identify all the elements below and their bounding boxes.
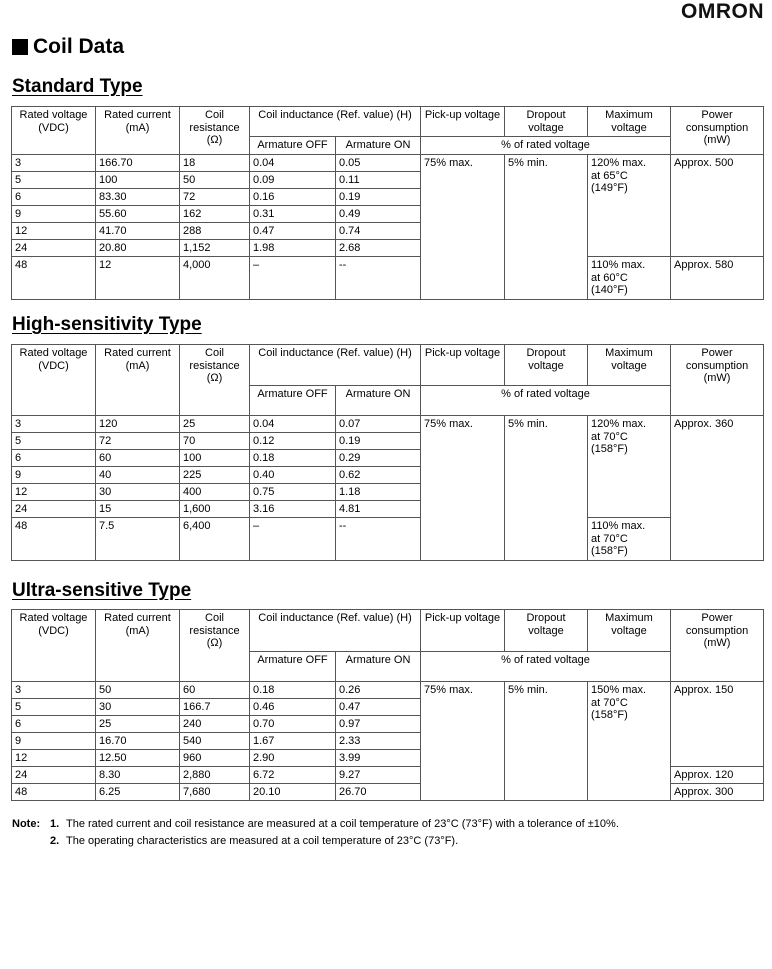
cell-armature-off: 0.40 <box>250 467 336 484</box>
page-title-text: Coil Data <box>33 35 125 58</box>
cell-current: 60 <box>96 450 180 467</box>
cell-resistance: 72 <box>180 189 250 206</box>
cell-pickup: 75% max. <box>421 416 505 561</box>
cell-armature-on: 0.47 <box>336 699 421 716</box>
cell-current: 50 <box>96 682 180 699</box>
cell-armature-off: 0.16 <box>250 189 336 206</box>
header-maximum-voltage: Maximum voltage <box>588 107 671 137</box>
cell-voltage: 12 <box>12 750 96 767</box>
cell-power: Approx. 360 <box>671 416 764 561</box>
header-armature-on: Armature ON <box>336 137 421 155</box>
note-number: 1. <box>50 818 60 830</box>
header-coil-inductance: Coil inductance (Ref. value) (H) <box>250 107 421 137</box>
cell-armature-off: 0.09 <box>250 172 336 189</box>
header-power-consumption: Power consumption (mW) <box>671 345 764 386</box>
header-rated-current: Rated current (mA) <box>96 345 180 386</box>
cell-armature-off: 0.04 <box>250 155 336 172</box>
cell-armature-on: 0.11 <box>336 172 421 189</box>
header-dropout-voltage: Dropout voltage <box>505 345 588 386</box>
cell-max-voltage: 120% max. at 70°C (158°F) <box>588 416 671 518</box>
cell-voltage: 48 <box>12 257 96 300</box>
cell-pickup: 75% max. <box>421 682 505 801</box>
cell-current: 16.70 <box>96 733 180 750</box>
section-heading-high-sensitivity: High-sensitivity Type <box>12 314 202 335</box>
header-coil-inductance: Coil inductance (Ref. value) (H) <box>250 345 421 386</box>
cell-armature-off: 2.90 <box>250 750 336 767</box>
cell-dropout: 5% min. <box>505 682 588 801</box>
header-rated-voltage: Rated voltage (VDC) <box>12 107 96 155</box>
cell-current: 30 <box>96 699 180 716</box>
cell-voltage: 3 <box>12 155 96 172</box>
header-power-consumption: Power consumption (mW) <box>671 610 764 652</box>
cell-resistance: 1,600 <box>180 501 250 518</box>
notes <box>12 816 619 850</box>
cell-voltage: 9 <box>12 206 96 223</box>
cell-max-voltage: 110% max. at 60°C (140°F) <box>588 257 671 300</box>
cell-voltage: 6 <box>12 450 96 467</box>
header-pickup-voltage: Pick-up voltage <box>421 610 505 652</box>
cell-current: 72 <box>96 433 180 450</box>
header-maximum-voltage: Maximum voltage <box>588 610 671 652</box>
cell-armature-off: 0.18 <box>250 682 336 699</box>
cell-current: 83.30 <box>96 189 180 206</box>
header-spacer <box>12 386 96 416</box>
note-item <box>12 816 619 833</box>
cell-voltage: 3 <box>12 416 96 433</box>
note-text: The rated current and coil resistance are measured at a coil temperature of 23°C (73°F) with a tolerance of ±10%. <box>66 818 619 830</box>
header-rated-voltage: Rated voltage (VDC) <box>12 345 96 386</box>
header-spacer <box>671 652 764 682</box>
cell-armature-on: 4.81 <box>336 501 421 518</box>
cell-armature-off: 0.47 <box>250 223 336 240</box>
standard-type-table <box>11 106 764 300</box>
cell-resistance: 225 <box>180 467 250 484</box>
note-item <box>12 833 619 850</box>
header-spacer <box>180 386 250 416</box>
cell-voltage: 5 <box>12 172 96 189</box>
cell-max-voltage: 120% max. at 65°C (149°F) <box>588 155 671 257</box>
header-coil-resistance: Coil resistance (Ω) <box>180 107 250 155</box>
note-label: Note: <box>12 818 41 830</box>
omron-logo: OMRON <box>681 0 764 23</box>
section-heading-standard: Standard Type <box>12 76 143 97</box>
cell-current: 40 <box>96 467 180 484</box>
cell-armature-on: 26.70 <box>336 784 421 801</box>
header-armature-off: Armature OFF <box>250 386 336 416</box>
cell-resistance: 540 <box>180 733 250 750</box>
cell-voltage: 6 <box>12 716 96 733</box>
cell-armature-on: -- <box>336 518 421 561</box>
cell-resistance: 7,680 <box>180 784 250 801</box>
header-rated-current: Rated current (mA) <box>96 107 180 155</box>
header-armature-off: Armature OFF <box>250 652 336 682</box>
cell-voltage: 5 <box>12 699 96 716</box>
cell-max-voltage: 150% max. at 70°C (158°F) <box>588 682 671 801</box>
header-armature-on: Armature ON <box>336 652 421 682</box>
cell-power: Approx. 150 <box>671 682 764 767</box>
header-spacer <box>671 386 764 416</box>
cell-current: 25 <box>96 716 180 733</box>
header-percent-rated: % of rated voltage <box>421 386 671 416</box>
cell-voltage: 12 <box>12 223 96 240</box>
cell-resistance: 6,400 <box>180 518 250 561</box>
note-text: The operating characteristics are measured at a coil temperature of 23°C (73°F). <box>66 835 459 847</box>
cell-voltage: 5 <box>12 433 96 450</box>
cell-armature-on: 0.74 <box>336 223 421 240</box>
cell-resistance: 50 <box>180 172 250 189</box>
section-heading-ultra-sensitive: Ultra-sensitive Type <box>12 580 192 601</box>
cell-voltage: 3 <box>12 682 96 699</box>
cell-voltage: 12 <box>12 484 96 501</box>
cell-dropout: 5% min. <box>505 155 588 300</box>
cell-armature-on: 3.99 <box>336 750 421 767</box>
cell-armature-off: 0.12 <box>250 433 336 450</box>
cell-current: 30 <box>96 484 180 501</box>
cell-armature-on: 0.07 <box>336 416 421 433</box>
header-percent-rated: % of rated voltage <box>421 652 671 682</box>
cell-armature-off: 0.04 <box>250 416 336 433</box>
cell-armature-off: 1.98 <box>250 240 336 257</box>
cell-resistance: 288 <box>180 223 250 240</box>
header-coil-resistance: Coil resistance (Ω) <box>180 345 250 386</box>
cell-voltage: 24 <box>12 501 96 518</box>
cell-resistance: 100 <box>180 450 250 467</box>
cell-resistance: 4,000 <box>180 257 250 300</box>
cell-voltage: 24 <box>12 767 96 784</box>
cell-armature-on: 9.27 <box>336 767 421 784</box>
cell-armature-on: -- <box>336 257 421 300</box>
cell-current: 6.25 <box>96 784 180 801</box>
header-pickup-voltage: Pick-up voltage <box>421 345 505 386</box>
header-spacer <box>96 386 180 416</box>
cell-current: 120 <box>96 416 180 433</box>
cell-armature-off: 0.75 <box>250 484 336 501</box>
cell-armature-on: 0.19 <box>336 189 421 206</box>
cell-current: 12 <box>96 257 180 300</box>
cell-voltage: 48 <box>12 518 96 561</box>
cell-armature-off: 0.70 <box>250 716 336 733</box>
header-armature-on: Armature ON <box>336 386 421 416</box>
cell-resistance: 70 <box>180 433 250 450</box>
high-sensitivity-table <box>11 344 764 561</box>
header-power-consumption: Power consumption (mW) <box>671 107 764 155</box>
header-maximum-voltage: Maximum voltage <box>588 345 671 386</box>
cell-armature-off: 1.67 <box>250 733 336 750</box>
cell-current: 8.30 <box>96 767 180 784</box>
cell-armature-on: 0.05 <box>336 155 421 172</box>
cell-armature-on: 0.49 <box>336 206 421 223</box>
cell-armature-on: 1.18 <box>336 484 421 501</box>
header-spacer <box>12 652 96 682</box>
cell-power: Approx. 120 <box>671 767 764 784</box>
cell-armature-on: 0.97 <box>336 716 421 733</box>
cell-max-voltage: 110% max. at 70°C (158°F) <box>588 518 671 561</box>
cell-armature-on: 0.29 <box>336 450 421 467</box>
cell-resistance: 1,152 <box>180 240 250 257</box>
cell-armature-off: 0.46 <box>250 699 336 716</box>
cell-power: Approx. 580 <box>671 257 764 300</box>
cell-current: 20.80 <box>96 240 180 257</box>
cell-voltage: 48 <box>12 784 96 801</box>
cell-voltage: 6 <box>12 189 96 206</box>
header-armature-off: Armature OFF <box>250 137 336 155</box>
cell-armature-off: – <box>250 257 336 300</box>
cell-armature-off: – <box>250 518 336 561</box>
note-indent <box>12 833 50 850</box>
ultra-sensitive-table <box>11 609 764 801</box>
cell-current: 7.5 <box>96 518 180 561</box>
cell-power: Approx. 500 <box>671 155 764 257</box>
header-pickup-voltage: Pick-up voltage <box>421 107 505 137</box>
cell-armature-on: 2.68 <box>336 240 421 257</box>
cell-armature-on: 0.62 <box>336 467 421 484</box>
header-rated-current: Rated current (mA) <box>96 610 180 652</box>
cell-current: 55.60 <box>96 206 180 223</box>
cell-current: 166.70 <box>96 155 180 172</box>
cell-voltage: 9 <box>12 733 96 750</box>
header-coil-inductance: Coil inductance (Ref. value) (H) <box>250 610 421 652</box>
cell-resistance: 25 <box>180 416 250 433</box>
cell-resistance: 240 <box>180 716 250 733</box>
cell-resistance: 60 <box>180 682 250 699</box>
square-bullet-icon <box>12 39 28 55</box>
cell-armature-off: 6.72 <box>250 767 336 784</box>
cell-voltage: 24 <box>12 240 96 257</box>
cell-dropout: 5% min. <box>505 416 588 561</box>
cell-pickup: 75% max. <box>421 155 505 300</box>
cell-resistance: 162 <box>180 206 250 223</box>
cell-armature-off: 20.10 <box>250 784 336 801</box>
cell-power: Approx. 300 <box>671 784 764 801</box>
header-rated-voltage: Rated voltage (VDC) <box>12 610 96 652</box>
page-title <box>12 35 124 59</box>
cell-resistance: 400 <box>180 484 250 501</box>
cell-armature-on: 0.26 <box>336 682 421 699</box>
cell-current: 100 <box>96 172 180 189</box>
header-coil-resistance: Coil resistance (Ω) <box>180 610 250 652</box>
cell-resistance: 166.7 <box>180 699 250 716</box>
header-dropout-voltage: Dropout voltage <box>505 610 588 652</box>
cell-resistance: 960 <box>180 750 250 767</box>
cell-resistance: 18 <box>180 155 250 172</box>
cell-voltage: 9 <box>12 467 96 484</box>
cell-armature-on: 0.19 <box>336 433 421 450</box>
cell-current: 15 <box>96 501 180 518</box>
cell-armature-off: 3.16 <box>250 501 336 518</box>
cell-armature-on: 2.33 <box>336 733 421 750</box>
cell-resistance: 2,880 <box>180 767 250 784</box>
cell-armature-off: 0.18 <box>250 450 336 467</box>
header-percent-rated: % of rated voltage <box>421 137 671 155</box>
cell-current: 12.50 <box>96 750 180 767</box>
cell-current: 41.70 <box>96 223 180 240</box>
header-dropout-voltage: Dropout voltage <box>505 107 588 137</box>
note-number: 2. <box>50 835 60 847</box>
header-spacer <box>180 652 250 682</box>
header-spacer <box>96 652 180 682</box>
cell-armature-off: 0.31 <box>250 206 336 223</box>
